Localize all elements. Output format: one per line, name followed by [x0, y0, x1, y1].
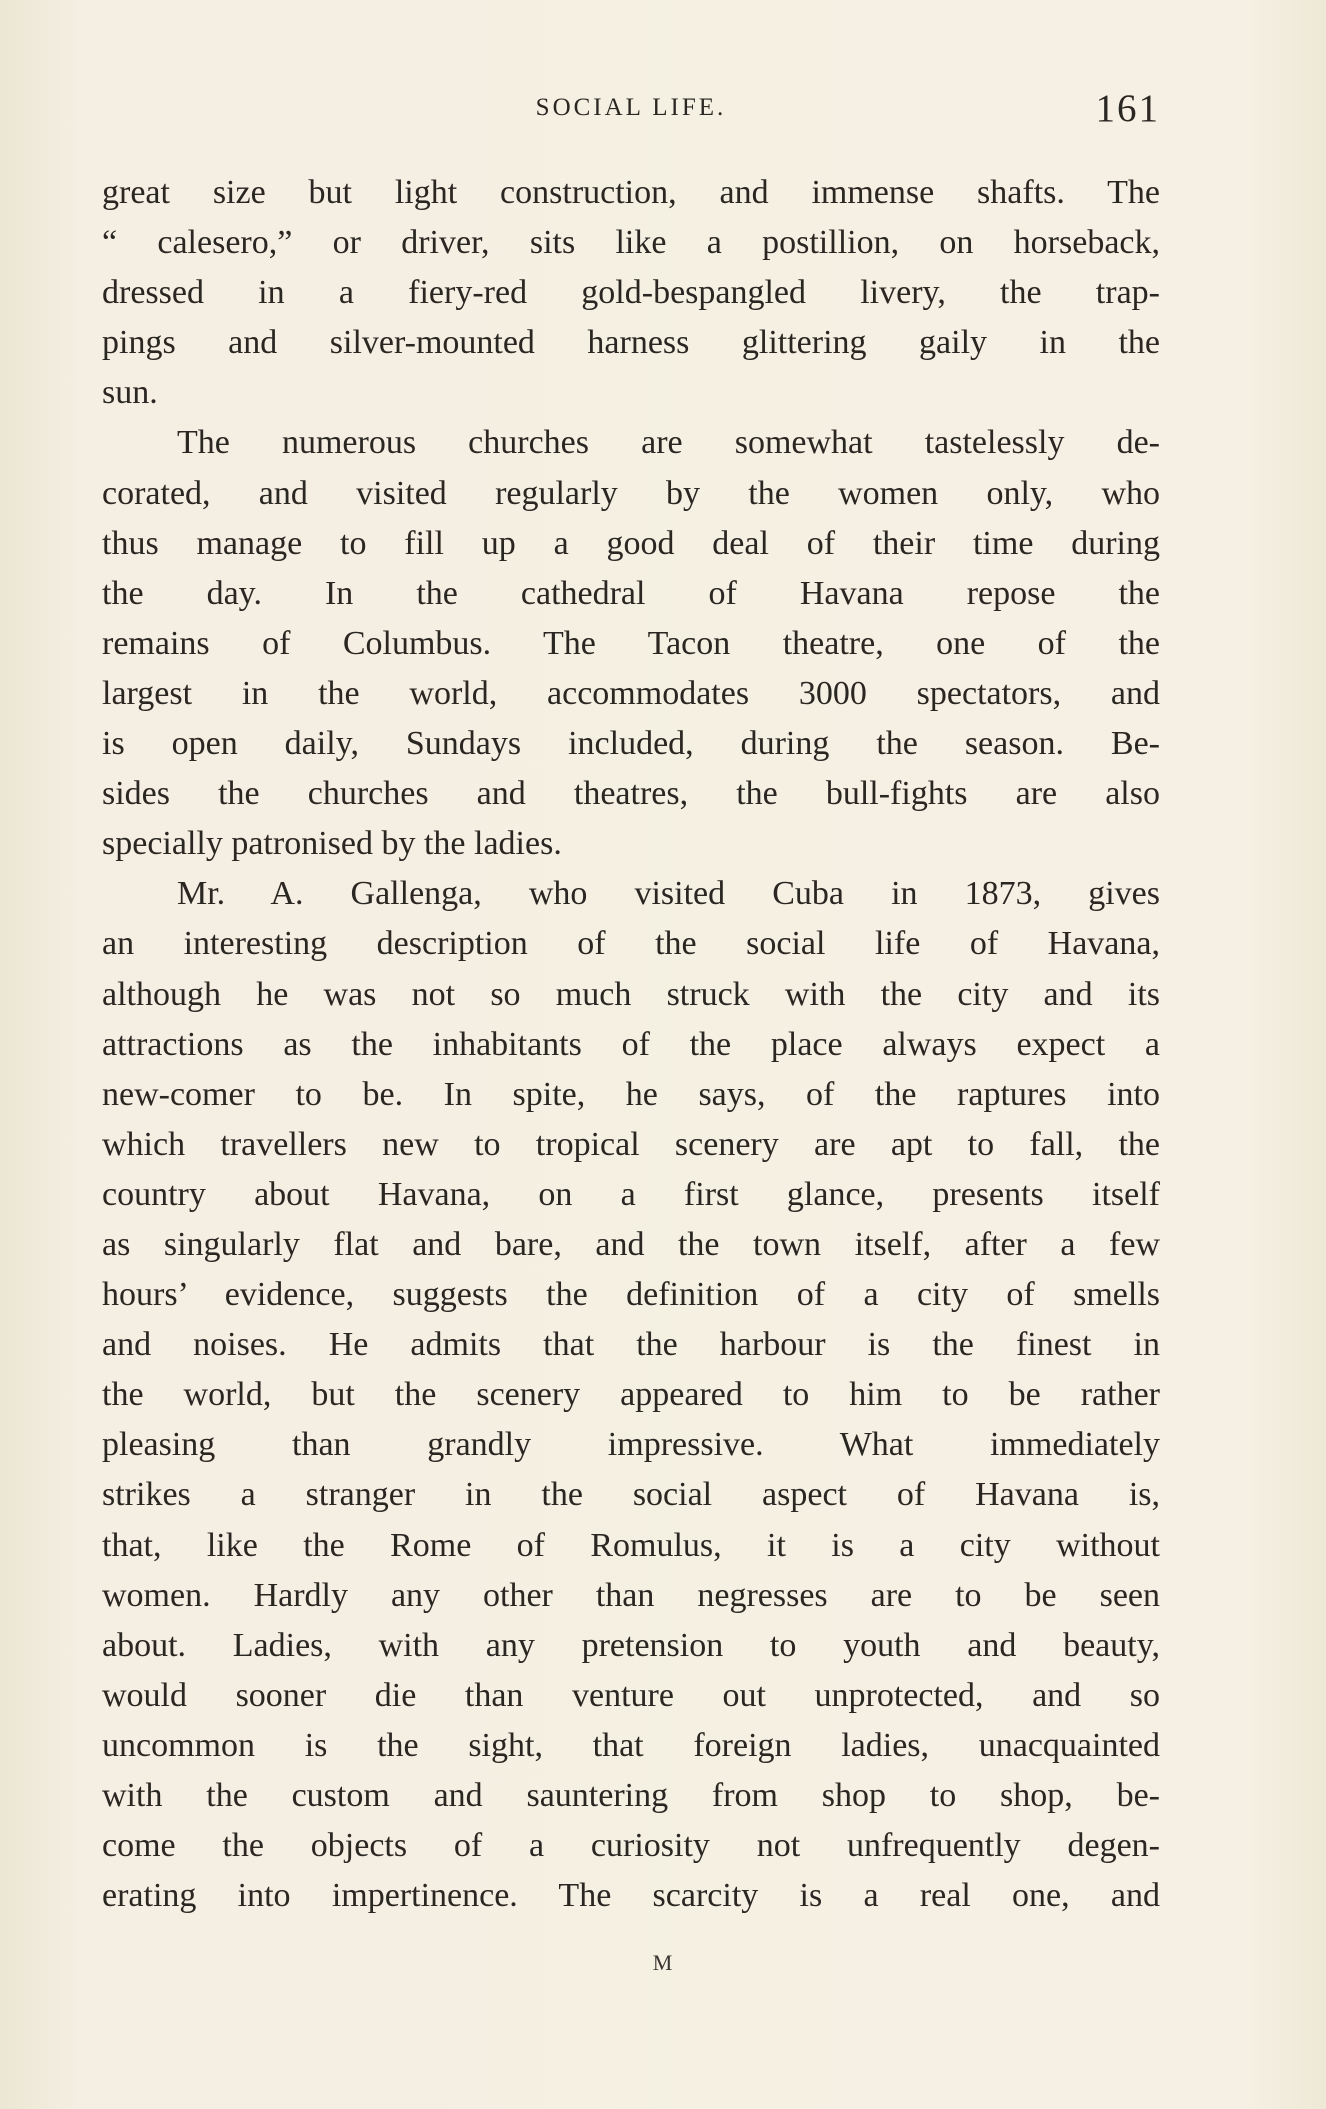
text-line: Mr. A. Gallenga, who visited Cuba in 1873, gives	[177, 875, 1160, 913]
text-line: the day. In the cathedral of Havana repose the	[102, 574, 1160, 612]
text-line: as singularly flat and bare, and the town itself, after a few	[102, 1225, 1160, 1263]
text-line: and noises. He admits that the harbour is the finest in	[102, 1326, 1160, 1364]
text-line: specially patronised by the ladies.	[102, 825, 562, 863]
text-line: corated, and visited regularly by the women only, who	[102, 474, 1160, 512]
page-number: 161	[1095, 87, 1160, 130]
text-line: would sooner die than venture out unprotected, and so	[102, 1676, 1160, 1714]
text-line: the world, but the scenery appeared to him to be rather	[102, 1376, 1160, 1414]
running-head	[102, 86, 1160, 136]
text-line: with the custom and sauntering from shop to shop, be-	[102, 1777, 1160, 1814]
text-line: pings and silver-mounted harness glittering gaily in the	[102, 324, 1160, 362]
body-text	[102, 168, 1160, 1921]
text-line: sun.	[102, 374, 158, 412]
text-line: remains of Columbus. The Tacon theatre, one of the	[102, 624, 1160, 662]
text-line: The numerous churches are somewhat tastelessly de-	[177, 424, 1160, 462]
text-line: uncommon is the sight, that foreign ladies, unacquainted	[102, 1726, 1160, 1764]
text-line: attractions as the inhabitants of the place always expect a	[102, 1025, 1160, 1063]
running-title: SOCIAL LIFE.	[535, 94, 727, 121]
text-line: an interesting description of the social life of Havana,	[102, 925, 1160, 963]
text-line: is open daily, Sundays included, during the season. Be-	[102, 725, 1160, 763]
text-line: country about Havana, on a first glance, presents itself	[102, 1175, 1160, 1213]
text-line: great size but light construction, and immense shafts. The	[102, 174, 1160, 211]
text-line: thus manage to fill up a good deal of their time during	[102, 524, 1160, 562]
text-line: hours’ evidence, suggests the definition of a city of smells	[102, 1276, 1160, 1314]
text-line: sides the churches and theatres, the bull-fights are also	[102, 775, 1160, 813]
text-line: pleasing than grandly impressive. What immediately	[102, 1426, 1160, 1464]
text-line: women. Hardly any other than negresses are to be seen	[102, 1576, 1160, 1614]
text-line: “ calesero,” or driver, sits like a postillion, on horseback,	[102, 224, 1160, 262]
text-line: erating into impertinence. The scarcity is a real one, and	[102, 1877, 1160, 1915]
text-line: which travellers new to tropical scenery are apt to fall, the	[102, 1125, 1160, 1163]
text-line: dressed in a fiery-red gold-bespangled livery, the trap-	[102, 274, 1160, 312]
text-line: although he was not so much struck with the city and its	[102, 975, 1160, 1013]
signature-mark: M	[652, 1950, 674, 1975]
text-line: that, like the Rome of Romulus, it is a city without	[102, 1526, 1160, 1564]
text-line: new-comer to be. In spite, he says, of the raptures into	[102, 1075, 1160, 1113]
text-line: about. Ladies, with any pretension to youth and beauty,	[102, 1626, 1160, 1664]
text-line: strikes a stranger in the social aspect of Havana is,	[102, 1476, 1160, 1514]
text-line: largest in the world, accommodates 3000 spectators, and	[102, 674, 1160, 712]
text-line: come the objects of a curiosity not unfrequently degen-	[102, 1827, 1160, 1865]
